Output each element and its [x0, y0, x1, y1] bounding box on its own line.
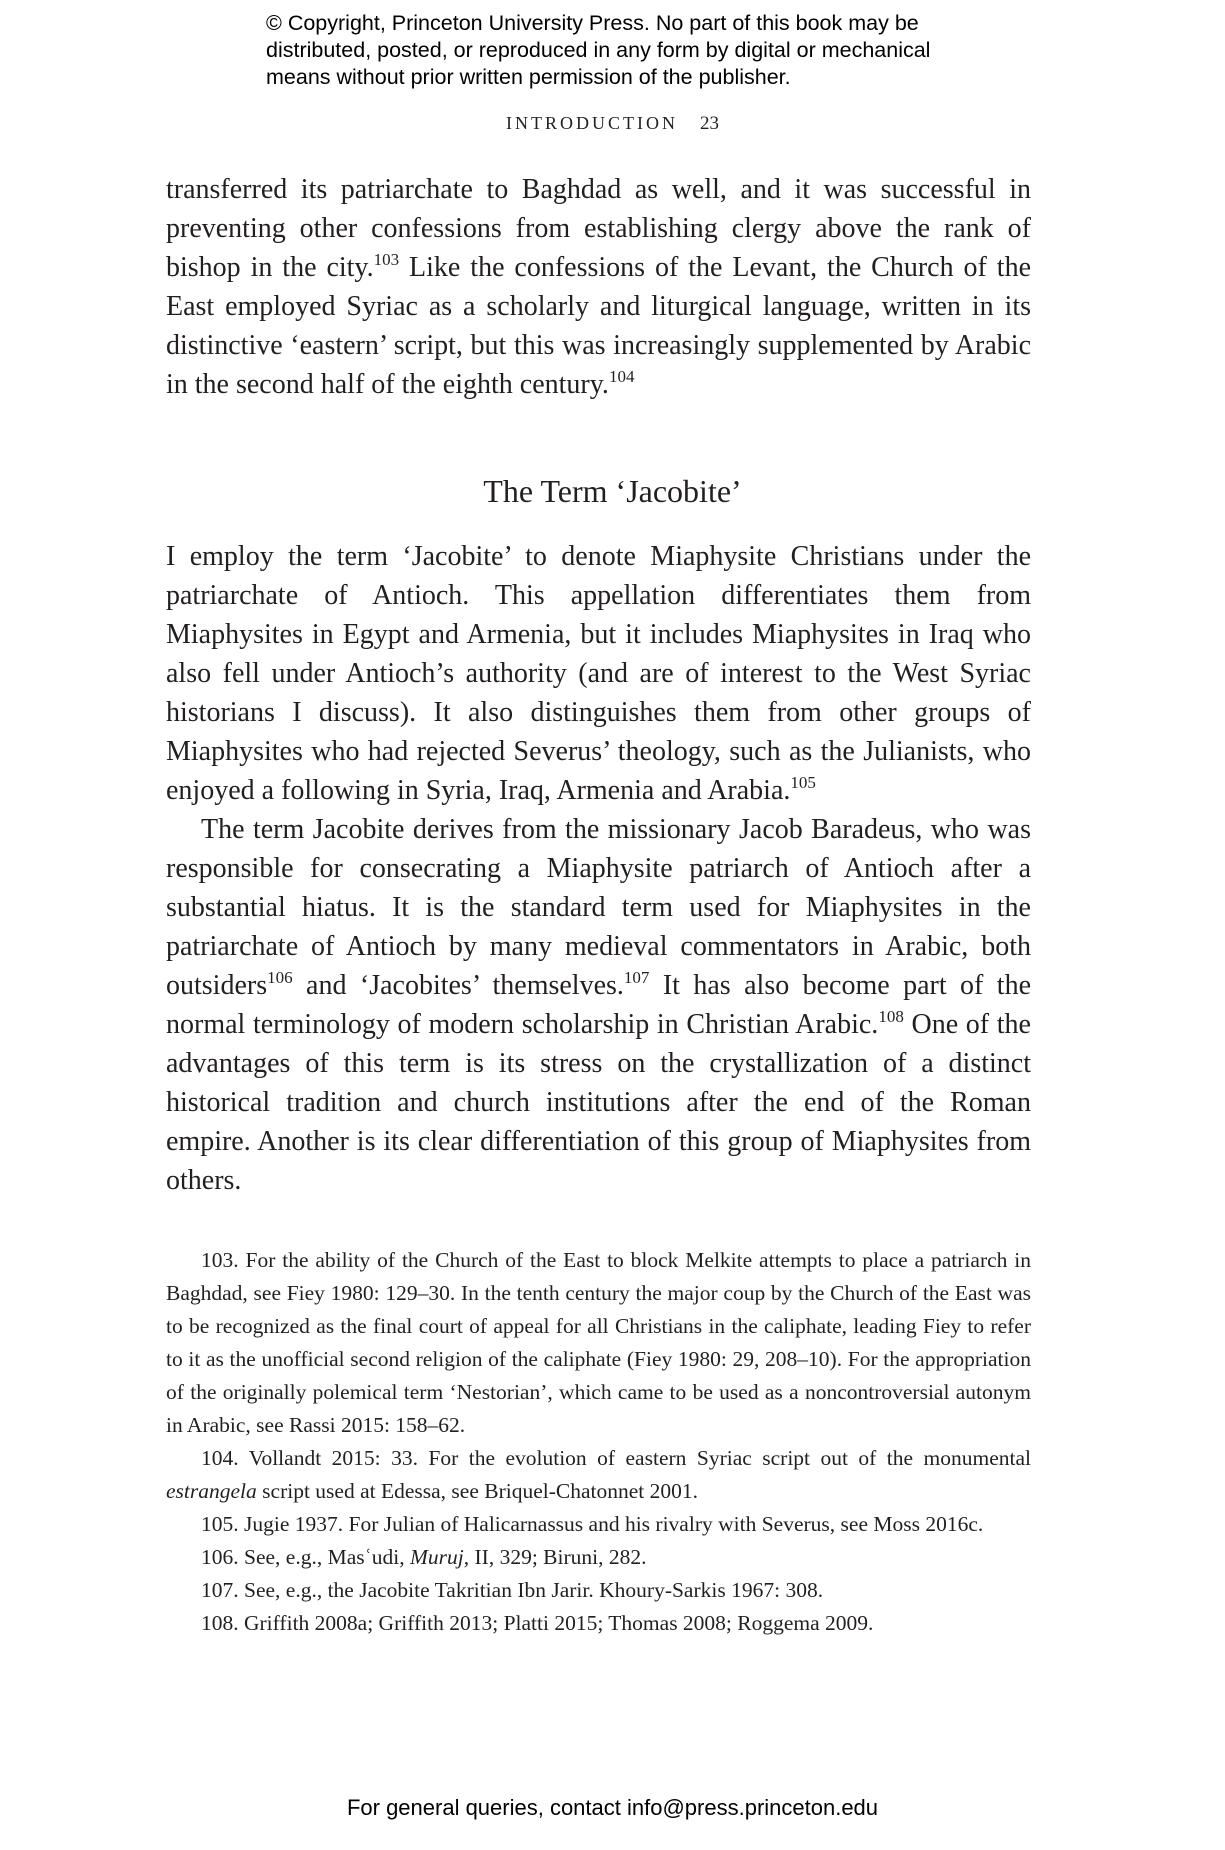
running-head-section: INTRODUCTION — [506, 113, 678, 133]
footnote-106-text-a: 106. See, e.g., Masʿudi, — [201, 1545, 410, 1569]
footnote-ref-103: 103 — [373, 250, 400, 269]
footnote-106-text-b: , II, 329; Biruni, 282. — [463, 1545, 647, 1569]
page-number: 23 — [699, 113, 719, 134]
paragraph-3-text-b: and ‘Jacobites’ themselves. — [292, 970, 624, 1001]
paragraph-1 — [166, 170, 1031, 404]
footnote-103: 103. For the ability of the Church of the East to block Melkite attempts to place a patriarch in Baghdad, see Fiey 1980: 129–30. In the tenth century the major coup by the Church of the East was to be recognized as the final court of appeal for all Christians in the caliphate, leading Fiey to refer to it as the unofficial second religion of the caliphate (Fiey 1980: 29, 208–10). For the appropriation of the originally polemical term ‘Nestorian’, which came to be used as a noncontroversial autonym in Arabic, see Rassi 2015: 158–62. — [166, 1248, 1031, 1437]
copyright-notice: © Copyright, Princeton University Press. No part of this book may be distributed, posted, or reproduced in any form by digital or mechanical means without prior written permission of the publisher. — [266, 11, 931, 89]
footnote-104 — [166, 1442, 1031, 1508]
section-body — [166, 537, 1031, 1200]
paragraph-2-text-a: I employ the term ‘Jacobite’ to denote Miaphysite Christians under the patriarchate of Antioch. This appellation differentiates them from Miaphysites in Egypt and Armenia, but it includes Miaphysites in Iraq who also fell under Antioch’s authority (and are of interest to the West Syriac historians I discuss). It also distinguishes them from other groups of Miaphysites who had rejected Severus’ theology, such as the Julianists, who enjoyed a following in Syria, Iraq, Armenia and Arabia. — [166, 541, 1031, 806]
section-heading: The Term ‘Jacobite’ — [483, 473, 742, 509]
footnote-ref-106: 106 — [267, 968, 293, 987]
footnote-ref-104: 104 — [608, 367, 635, 386]
footnote-105: 105. Jugie 1937. For Julian of Halicarnassus and his rivalry with Severus, see Moss 2016c. — [201, 1512, 984, 1536]
paragraph-3-text-a: The term Jacobite derives from the missionary Jacob Baradeus, who was responsible for consecrating a Miaphysite patriarch of Antioch after a substantial hiatus. It is the standard term used for Miaphysites in the patriarchate of Antioch by many medieval commentators in Arabic, both outsiders — [166, 814, 1031, 1001]
paragraph-1-text-a: transferred its patriarchate to Baghdad as well, and it was successful in preventing other confessions from establishing clergy above the rank of bishop in the city. — [166, 174, 1031, 283]
footnote-ref-108: 108 — [878, 1007, 904, 1026]
footnote-104-italic: estrangela — [166, 1479, 257, 1503]
paragraph-2 — [166, 537, 1031, 810]
footer-contact: For general queries, contact info@press.princeton.edu — [346, 1795, 879, 1820]
paragraph-3-text-d: One of the advantages of this term is its stress on the crystallization of a distinct historical tradition and church institutions after the end of the Roman empire. Another is its clear differentiation of this group of Miaphysites from others. — [166, 1009, 1031, 1196]
footnote-107: 107. See, e.g., the Jacobite Takritian Ibn Jarir. Khoury-Sarkis 1967: 308. — [201, 1578, 824, 1602]
footnote-106 — [166, 1541, 1031, 1574]
footnotes — [166, 1244, 1031, 1640]
footnote-104-text-b: script used at Edessa, see Briquel-Chatonnet 2001. — [256, 1479, 699, 1503]
paragraph-1-text-b: Like the confessions of the Levant, the Church of the East employed Syriac as a scholarly and liturgical language, written in its distinctive ‘eastern’ script, but this was increasingly supplemented by Arabic in the second half of the eighth century. — [166, 252, 1031, 400]
footnote-106-italic: Muruj — [410, 1545, 464, 1569]
running-head — [0, 113, 1225, 135]
paragraph-3 — [166, 810, 1031, 1200]
footnote-ref-107: 107 — [623, 968, 650, 987]
paragraph-3-text-c: It has also become part of the normal terminology of modern scholarship in Christian Arabic. — [166, 970, 1032, 1040]
footnote-104-text-a: 104. Vollandt 2015: 33. For the evolution of eastern Syriac script out of the monumental — [201, 1446, 1031, 1470]
footnote-108: 108. Griffith 2008a; Griffith 2013; Platti 2015; Thomas 2008; Roggema 2009. — [201, 1611, 874, 1635]
footnote-ref-105: 105 — [790, 773, 816, 792]
